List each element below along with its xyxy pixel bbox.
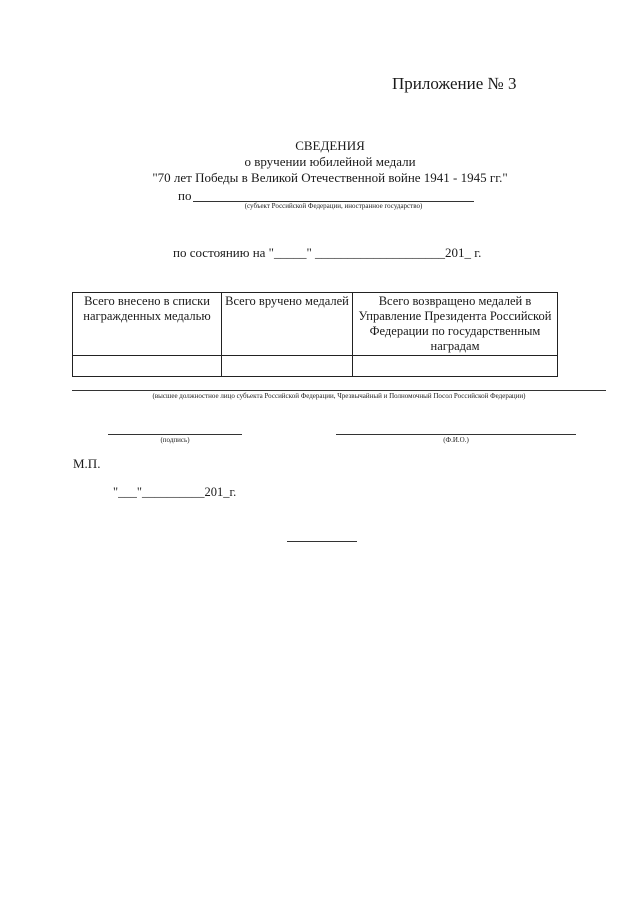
official-fill-line[interactable]	[72, 390, 606, 391]
stamp-place-label: М.П.	[73, 456, 101, 471]
region-prefix: по	[178, 188, 192, 203]
cell-listed[interactable]	[73, 356, 222, 377]
name-caption: (Ф.И.О.)	[443, 436, 469, 444]
header-returned: Всего возвращено медалей в Управление Президента Российской Федерации по государственным наградам	[353, 293, 558, 356]
signature-fill-line[interactable]	[108, 434, 242, 435]
appendix-number: Приложение № 3	[392, 74, 517, 93]
header-listed: Всего внесено в списки награжденных медалью	[73, 293, 222, 356]
table-row	[73, 356, 558, 377]
document-heading	[120, 138, 540, 186]
header-awarded: Всего вручено медалей	[222, 293, 353, 356]
end-divider	[287, 541, 357, 542]
official-caption: (высшее должностное лицо субъекта Российской Федерации, Чрезвычайный и Полномочный Посол Российской Федерации)	[152, 392, 526, 400]
signing-date-line: "___"__________201_г.	[113, 485, 237, 499]
cell-awarded[interactable]	[222, 356, 353, 377]
document-title: СВЕДЕНИЯ	[295, 138, 365, 153]
document-subtitle: о вручении юбилейной медали	[244, 154, 416, 169]
cell-returned[interactable]	[353, 356, 558, 377]
as-of-date-line: по состоянию на "_____" ____________________201_ г.	[173, 245, 482, 260]
medal-name: "70 лет Победы в Великой Отечественной войне 1941 - 1945 гг."	[152, 170, 508, 185]
region-caption: (субъект Российской Федерации, иностранное государство)	[244, 202, 423, 210]
signature-caption: (подпись)	[160, 436, 190, 444]
medal-stats-table	[72, 292, 558, 377]
name-fill-line[interactable]	[336, 434, 576, 435]
